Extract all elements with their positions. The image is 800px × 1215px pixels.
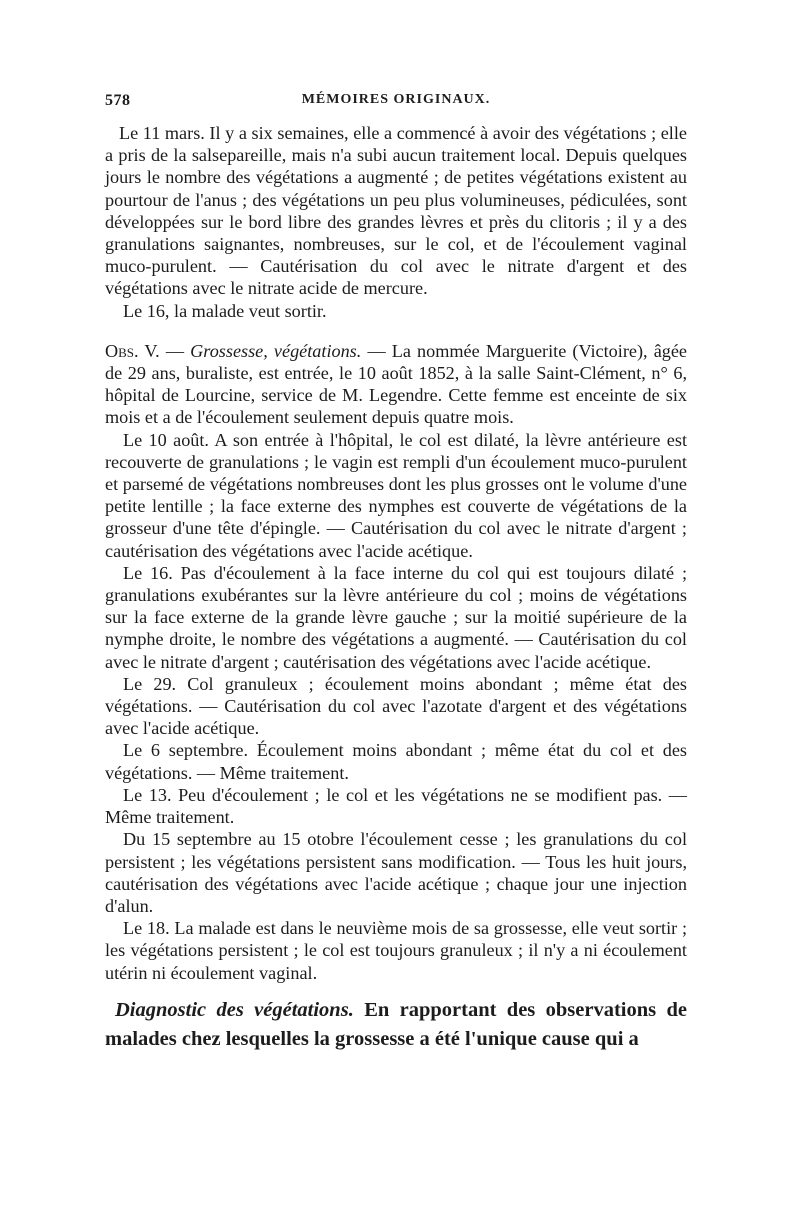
observation-heading-paragraph: [105, 340, 687, 429]
paragraph: Le 29. Col granuleux ; écoulement moins abondant ; même état des végétations. — Cautérisation du col avec l'azotate d'argent et des végétations avec l'acide acétique.: [105, 673, 687, 739]
observation-title: Grossesse, végétations.: [190, 340, 362, 361]
paragraph: Le 6 septembre. Écoulement moins abondant ; même état du col et des végétations. — Même traitement.: [105, 740, 687, 783]
observation-label: Obs. V.: [105, 340, 160, 361]
page-number: 578: [105, 92, 131, 109]
page-header: [105, 92, 687, 122]
document-page: [105, 92, 687, 1054]
paragraph: Le 16, la malade veut sortir.: [123, 300, 327, 321]
paragraph: Le 11 mars. Il y a six semaines, elle a commencé à avoir des végétations ; elle a pris de la salsepareille, mais n'a subi aucun traitement local. Depuis quelques jours le nombre des végétations a augmenté ; de petites végétations existent au pourtour de l'anus ; des végétations un peu plus volumineuses, pédiculées, sont développées sur le bord libre des grandes lèvres et près du clitoris ; il y a des granulations saignantes, nombreuses, sur le col, et de l'écoulement vaginal muco-purulent. — Cautérisation du col avec le nitrate d'argent et des végétations avec le nitrate acide de mercure.: [105, 123, 687, 299]
paragraph: Le 18. La malade est dans le neuvième mois de sa grossesse, elle veut sortir ; les végétations persistent ; le col est toujours granuleux ; il n'y a ni écoulement utérin ni écoulement vaginal.: [105, 918, 687, 983]
running-title: MÉMOIRES ORIGINAUX.: [301, 92, 491, 107]
section-title: Diagnostic des végétations.: [115, 998, 354, 1021]
section-paragraph: [105, 996, 687, 1054]
paragraph: Le 16. Pas d'écoulement à la face interne du col qui est toujours dilaté ; granulations exubérantes sur la lèvre antérieure du col ; moins de végétations sur la face externe de la grande lèvre gauche ; sur la moitié supérieure de la nymphe droite, le nombre des végétations a augmenté. — Cautérisation du col avec le nitrate d'argent ; cautérisation des végétations avec l'acide acétique.: [105, 562, 687, 672]
paragraph: Du 15 septembre au 15 otobre l'écoulement cesse ; les granulations du col persistent ; les végétations persistent sans modification. — Tous les huit jours, cautérisation des végétations avec l'acide acétique ; chaque jour une injection d'alun.: [105, 829, 687, 916]
observation-dash: —: [159, 340, 191, 361]
paragraph: Le 10 août. A son entrée à l'hôpital, le col est dilaté, la lèvre antérieure est recouverte de granulations ; le vagin est rempli d'un écoulement muco-purulent et parsemé de végétations nombreuses dont les plus grosses ont le volume d'une petite lentille ; la face externe des nymphes est couverte de végétations de la grosseur d'une tête d'épingle. — Cautérisation du col avec le nitrate d'argent ; cautérisation des végétations avec l'acide acétique.: [105, 429, 687, 561]
section-text: En rapportant des observations de malades chez lesquelles la grossesse a été l'unique cause qui a: [105, 998, 687, 1050]
body-text: [105, 122, 687, 984]
observation-body: — La nommée Marguerite (Victoire), âgée de 29 ans, buraliste, est entrée, le 10 août 1852, à la salle Saint-Clément, n° 6, hôpital de Lourcine, service de M. Legendre. Cette femme est enceinte de six mois et a de l'écoulement seulement depuis quatre mois.: [105, 340, 688, 428]
paragraph: Le 13. Peu d'écoulement ; le col et les végétations ne se modifient pas. — Même traitement.: [105, 784, 687, 828]
